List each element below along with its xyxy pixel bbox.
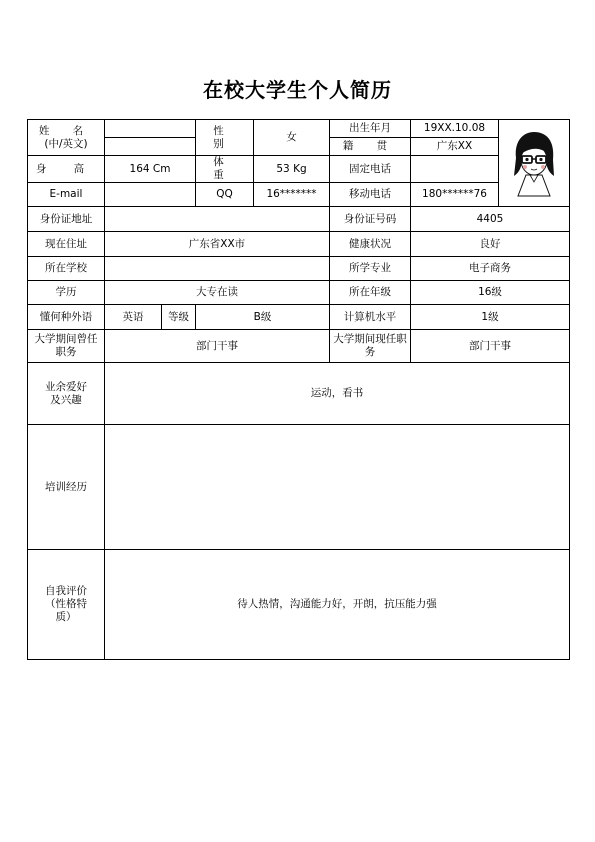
table-row bbox=[28, 183, 570, 207]
table-row bbox=[28, 156, 570, 183]
past-position-value: 部门干事 bbox=[105, 330, 330, 363]
education-value: 大专在读 bbox=[105, 281, 330, 305]
height-label-text: 身 高 bbox=[35, 162, 97, 175]
qq-value: 16******* bbox=[254, 183, 330, 207]
hobbies-label bbox=[28, 363, 105, 425]
name-sublabel: (中/英文) bbox=[44, 137, 88, 150]
computer-value: 1级 bbox=[411, 305, 570, 330]
table-row bbox=[28, 207, 570, 232]
level-label: 等级 bbox=[162, 305, 196, 330]
name-en-field bbox=[105, 138, 195, 155]
native-value: 广东XX bbox=[436, 140, 473, 152]
grade-value: 16级 bbox=[411, 281, 570, 305]
table-row bbox=[28, 281, 570, 305]
computer-label: 计算机水平 bbox=[330, 305, 411, 330]
grade-label: 所在年级 bbox=[330, 281, 411, 305]
school-value bbox=[105, 257, 330, 281]
current-address-value: 广东省XX市 bbox=[105, 232, 330, 257]
gender-label-text: 性 别 bbox=[213, 124, 236, 150]
table-row bbox=[28, 232, 570, 257]
id-address-label: 身份证地址 bbox=[28, 207, 105, 232]
name-value-cell bbox=[105, 120, 196, 156]
training-value bbox=[105, 425, 570, 550]
current-address-label: 现在住址 bbox=[28, 232, 105, 257]
past-position-label: 大学期间曾任职务 bbox=[28, 330, 105, 363]
email-label: E-mail bbox=[28, 183, 105, 207]
level-value: B级 bbox=[196, 305, 330, 330]
health-value: 良好 bbox=[411, 232, 570, 257]
id-number-value: 4405 bbox=[411, 207, 570, 232]
self-eval-label bbox=[28, 550, 105, 660]
email-value bbox=[105, 183, 196, 207]
education-label: 学历 bbox=[28, 281, 105, 305]
language-value: 英语 bbox=[105, 305, 162, 330]
table-row bbox=[28, 330, 570, 363]
birth-native-value-cell bbox=[411, 120, 499, 156]
weight-label-text: 体 重 bbox=[213, 156, 236, 181]
height-label bbox=[28, 156, 105, 183]
name-label: 姓 名 bbox=[38, 124, 94, 137]
mobile-value: 180******76 bbox=[411, 183, 499, 207]
table-row bbox=[28, 120, 570, 156]
major-value: 电子商务 bbox=[411, 257, 570, 281]
height-value: 164 Cm bbox=[105, 156, 196, 183]
name-label-cell bbox=[28, 120, 105, 156]
table-row bbox=[28, 363, 570, 425]
cartoon-girl-avatar-icon bbox=[508, 128, 560, 198]
mobile-label: 移动电话 bbox=[330, 183, 411, 207]
gender-label bbox=[196, 120, 254, 156]
self-eval-value: 待人热情，沟通能力好，开朗，抗压能力强 bbox=[105, 550, 570, 660]
gender-value: 女 bbox=[254, 120, 330, 156]
current-position-value: 部门干事 bbox=[411, 330, 570, 363]
self-eval-label-text: 自我评价（性格特质） bbox=[45, 585, 87, 623]
resume-table bbox=[27, 119, 570, 660]
id-address-value bbox=[105, 207, 330, 232]
weight-value: 53 Kg bbox=[254, 156, 330, 183]
photo-cell bbox=[499, 120, 570, 207]
school-label: 所在学校 bbox=[28, 257, 105, 281]
native-label: 籍 贯 bbox=[342, 140, 398, 152]
qq-label: QQ bbox=[196, 183, 254, 207]
id-number-label: 身份证号码 bbox=[330, 207, 411, 232]
hobbies-value: 运动，看书 bbox=[105, 363, 570, 425]
phone-value bbox=[411, 156, 499, 183]
major-label: 所学专业 bbox=[330, 257, 411, 281]
hobbies-label-text: 业余爱好及兴趣 bbox=[45, 380, 87, 406]
table-row bbox=[28, 425, 570, 550]
training-label: 培训经历 bbox=[28, 425, 105, 550]
table-row bbox=[28, 305, 570, 330]
phone-label: 固定电话 bbox=[330, 156, 411, 183]
language-label: 懂何种外语 bbox=[28, 305, 105, 330]
birth-label: 出生年月 bbox=[330, 120, 410, 138]
page-title: 在校大学生个人简历 bbox=[203, 78, 392, 102]
current-position-label: 大学期间现任职务 bbox=[330, 330, 411, 363]
name-cn-field bbox=[105, 120, 195, 138]
table-row bbox=[28, 550, 570, 660]
table-row bbox=[28, 257, 570, 281]
birth-value: 19XX.10.08 bbox=[411, 120, 498, 138]
weight-label bbox=[196, 156, 254, 183]
birth-native-label-cell bbox=[330, 120, 411, 156]
health-label: 健康状况 bbox=[330, 232, 411, 257]
